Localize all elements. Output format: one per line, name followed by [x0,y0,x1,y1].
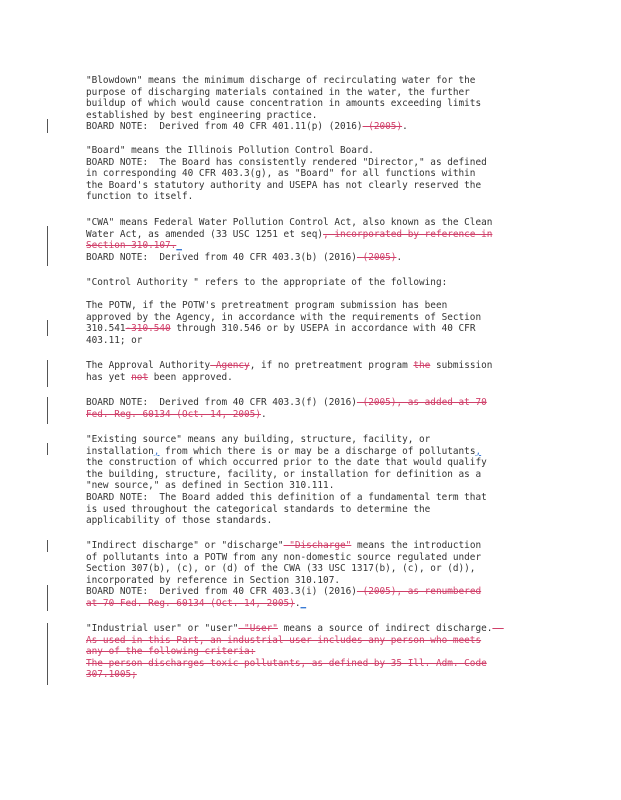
text-line [86,312,556,324]
text-run: "CWA" means Federal Water Pollution Control Act, also known as the Clean [86,217,493,228]
text-run: through 310.546 or by USEPA in accordance with 40 CFR [170,323,476,335]
paragraph-blowdown [86,75,556,133]
change-bar [47,119,48,133]
text-run: BOARD NOTE: The Board added this definition of a fundamental term that [86,491,487,503]
text-line [86,457,556,469]
text-line [86,240,556,252]
text-line [86,360,556,372]
text-run: the construction of which occurred prior to the date that would qualify [86,457,487,469]
text-line [86,563,556,575]
text-run: . [294,597,301,609]
text-line [86,229,556,241]
inserted-text: _ [300,597,307,609]
text-run: installation [86,445,154,457]
text-line [86,180,556,192]
change-bar [47,320,48,336]
text-line [86,504,556,516]
change-bar [47,623,48,685]
text-run: the Board's statutory authority and USEPA has not clearly reserved the [86,179,482,191]
text-run: BOARD NOTE: Derived from 40 CFR 403.3(b) (2016) [86,251,357,263]
change-bar [47,397,48,424]
deleted-text: Agency [210,360,250,371]
deleted-text: the [413,360,431,371]
text-run: is used throughout the categorical standards to determine the [86,503,431,515]
change-bar [47,360,48,387]
text-run: incorporated by reference in Section 310.107. [86,574,340,586]
text-run: in corresponding 40 CFR 403.3(g), as "Board" for all functions within [86,168,476,180]
text-run: means a source of indirect discharge. [277,623,493,634]
text-line [86,323,556,335]
paragraph-control-authority [86,277,556,289]
deleted-text: any of the following criteria: [86,646,256,658]
text-run: function to itself. [86,191,194,203]
paragraph-industrial-user [86,623,556,681]
text-run: "Industrial user" or "user" [86,623,239,634]
deleted-text: "User" [238,623,278,634]
text-line [86,157,556,169]
text-run: "Indirect discharge" or "discharge" [86,540,284,551]
text-line [86,87,556,99]
deleted-text: -310.540 [125,323,171,335]
text-line [86,252,556,264]
text-line [86,658,556,670]
text-run: "new source," as defined in Section 310.111. [86,480,335,492]
text-line [86,372,556,384]
text-run: been approved. [148,371,233,383]
text-run: established by best engineering practice. [86,109,318,121]
text-line [86,586,556,598]
text-line [86,540,556,552]
deleted-text: "Discharge" [283,540,352,551]
text-run: The POTW, if the POTW's pretreatment program submission has been [86,300,448,311]
text-line [86,669,556,681]
deleted-text: at 70 Fed. Reg. 60134 (Oct. 14, 2005) [86,597,295,609]
text-line [86,409,556,421]
text-run: applicability of those standards. [86,515,273,527]
text-line [86,168,556,180]
text-run: . [402,121,408,133]
text-line [86,646,556,658]
text-line [86,277,556,289]
text-line [86,434,556,446]
text-line [86,635,556,647]
deleted-text: (2005), as added at 70 [356,397,487,408]
text-run: BOARD NOTE: Derived from 40 CFR 403.3(f) (2016) [86,397,357,408]
text-run: 310.541 [86,323,126,335]
text-run: means the introduction [351,540,482,551]
text-line [86,75,556,87]
text-line [86,217,556,229]
text-run: purpose of discharging materials contained in the water, the further [86,86,470,98]
text-line [86,480,556,492]
text-run: BOARD NOTE: Derived from 40 CFR 403.3(i) (2016) [86,586,357,598]
text-run: "Existing source" means any building, structure, facility, or [86,434,431,445]
text-run: Water Act, as amended (33 USC 1251 et seq) [86,228,324,240]
inserted-text: , [153,445,160,457]
text-run: . [260,408,267,420]
text-run: "Board" means the Illinois Pollution Control Board. [86,145,374,156]
text-run: from which there is or may be a discharge of pollutants [159,445,476,457]
change-bar [47,540,48,552]
text-line [86,98,556,110]
text-line [86,110,556,122]
text-run: 403.11; or [86,334,143,346]
text-line [86,515,556,527]
inserted-text: _ [176,240,182,252]
deleted-text: (2005) [356,251,397,263]
text-run: the building, structure, facility, or installation for definition as a [86,468,482,480]
deleted-text [492,623,503,634]
text-line [86,552,556,564]
text-run: BOARD NOTE: Derived from 40 CFR 401.11(p) (2016) [86,121,363,133]
paragraph-board-note-f [86,397,556,420]
paragraph-potw [86,300,556,346]
text-line [86,469,556,481]
text-run: of pollutants into a POTW from any non-domestic source regulated under [86,551,482,563]
text-run: "Blowdown" means the minimum discharge of recirculating water for the [86,75,476,86]
change-bar [47,443,48,455]
text-line [86,492,556,504]
text-run: has yet [86,371,132,383]
text-line [86,623,556,635]
text-line [86,446,556,458]
deleted-text: , incorporated by reference in [323,228,493,240]
text-line [86,191,556,203]
text-line [86,575,556,587]
paragraph-cwa [86,217,556,263]
deleted-text: As used in this Part, an industrial user includes any person who meets [86,634,482,646]
deleted-text: (2005), as renumbered [356,586,482,598]
text-run: approved by the Agency, in accordance with the requirements of Section [86,311,482,323]
paragraph-board [86,145,556,203]
deleted-text: (2005) [362,121,403,133]
paragraph-indirect-discharge [86,540,556,610]
text-line [86,335,556,347]
text-line [86,121,556,133]
inserted-text: , [475,445,482,457]
deleted-text: not [131,371,149,383]
paragraph-approval-authority [86,360,556,383]
deleted-text: The person discharges toxic pollutants, as defined by 35 Ill. Adm. Code [86,657,487,669]
deleted-text: 307.1005; [86,669,137,681]
change-bar [47,585,48,611]
text-run: submission [430,360,493,371]
deleted-text: Section 310.107. [86,240,177,252]
text-line [86,145,556,157]
text-run: The Approval Authority [86,360,211,371]
text-run: Section 307(b), (c), or (d) of the CWA (33 USC 1317(b), (c), or (d)), [86,563,476,575]
text-line [86,598,556,610]
text-run: , if no pretreatment program [249,360,414,371]
paragraph-existing-source [86,434,556,527]
text-line [86,397,556,409]
text-run: . [396,251,403,263]
text-line [86,300,556,312]
deleted-text: Fed. Reg. 60134 (Oct. 14, 2005) [86,408,261,420]
text-run: buildup of which would cause concentration in amounts exceeding limits [86,98,482,110]
text-run: BOARD NOTE: The Board has consistently rendered "Director," as defined [86,156,487,168]
change-bar [47,226,48,266]
text-run: "Control Authority " refers to the appropriate of the following: [86,277,448,288]
